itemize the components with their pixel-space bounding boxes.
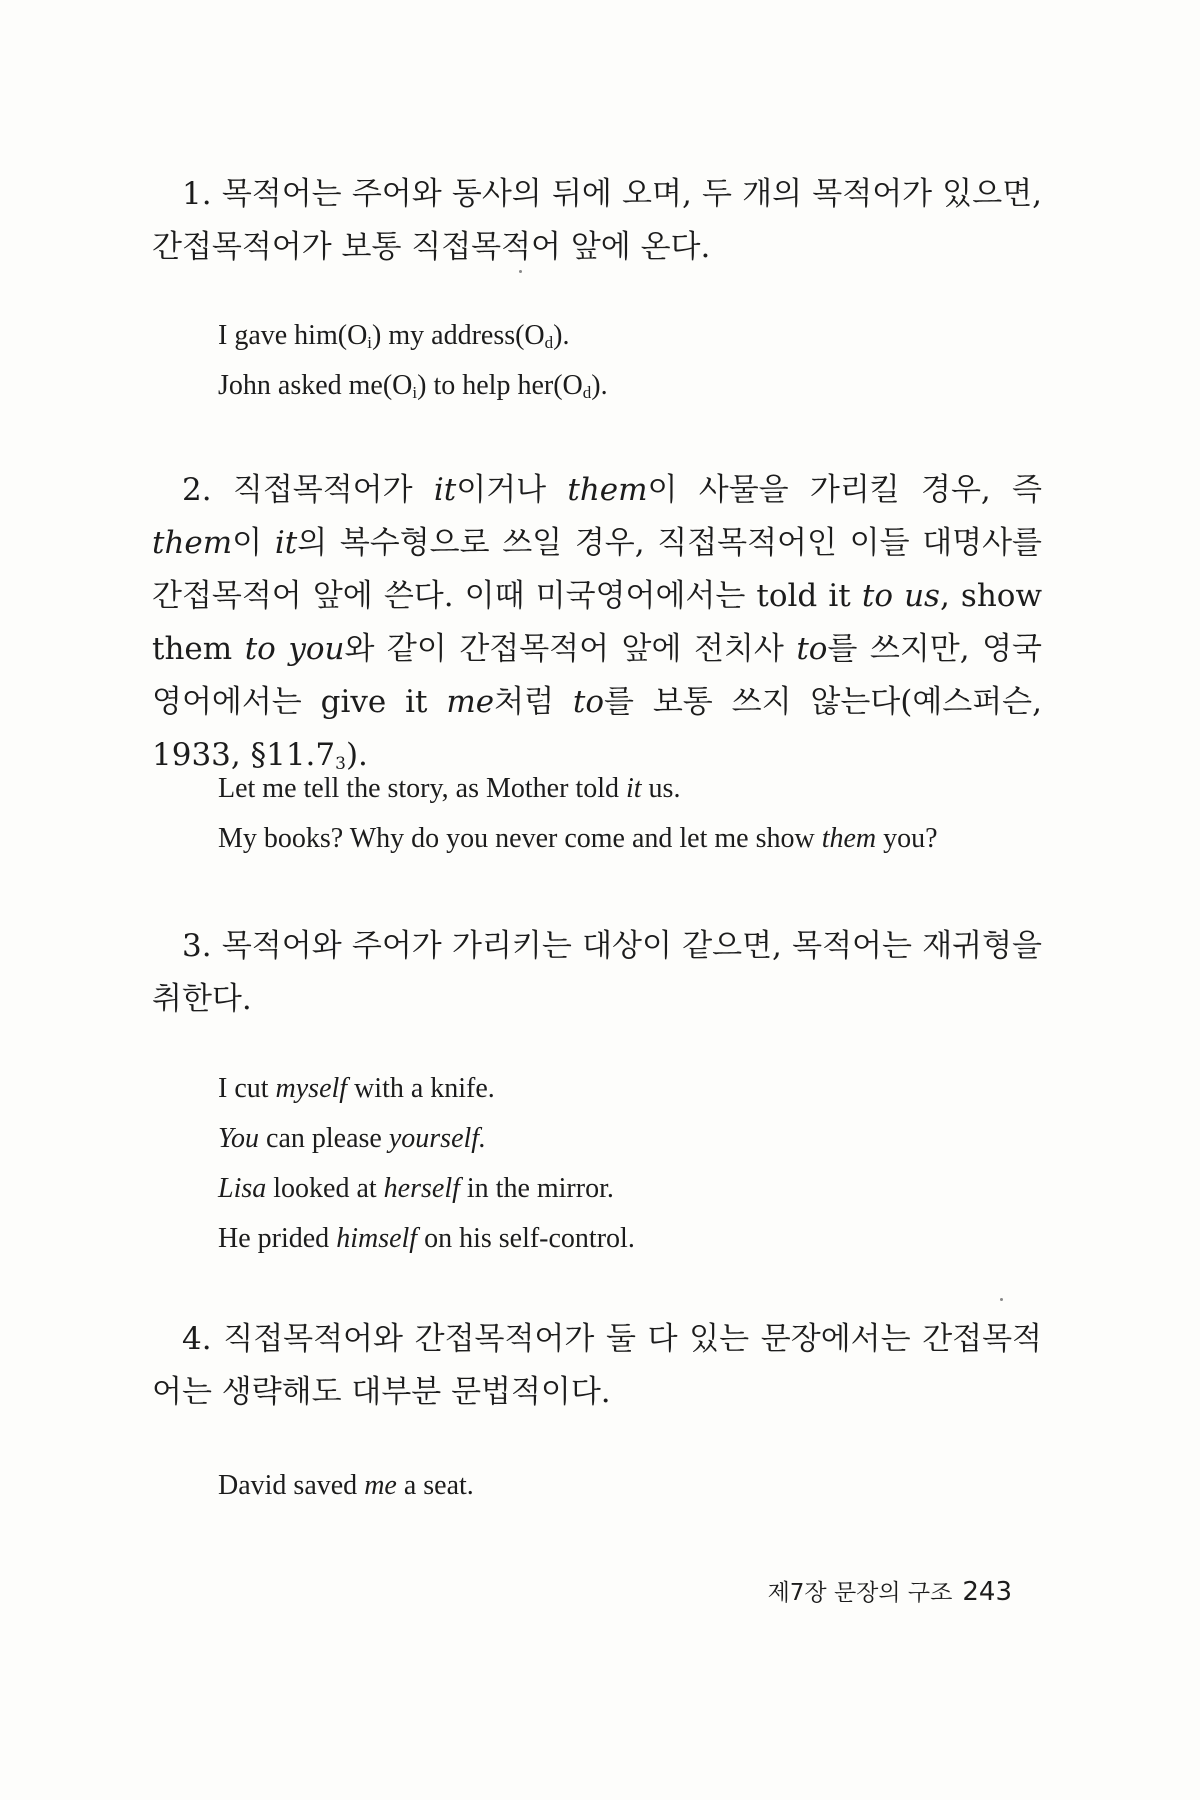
example-sentence: You can please yourself. [218,1123,487,1154]
rule-3-paragraph [152,920,1042,1026]
rule-2-paragraph: 2. 직접목적어가 it이거나 them이 사물을 가리킬 경우, 즉 them이 it의 복수형으로 쓰일 경우, 직접목적어인 이들 대명사를 간접목적어 앞에 쓴다. 이때 미국영어에서는 told it to us, show them to you와 같이 간접목적어 앞에 전치사 to를 쓰지만, 영국영어에서는 give it me처럼 to를 보통 쓰지 않는다(예스퍼슨, 1933, $\S 11.7_3$). [152,472,1043,774]
rule-4-text: 직접목적어와 간접목적어가 둘 다 있는 문장에서는 간접목적어는 생략해도 대부분 문법적이다. [152,1321,1042,1410]
example-sentence: David saved me a seat. [218,1470,474,1501]
example-sentence: He prided himself on his self-control. [218,1223,635,1254]
rule-3-text: 목적어와 주어가 가리키는 대상이 같으면, 목적어는 재귀형을 취한다. [152,928,1042,1017]
example-sentence: I gave $him(O_i)$ my $address(O_d)$. [218,320,570,352]
rule-1-paragraph [152,168,1042,274]
rule-1-text: 목적어는 주어와 동사의 뒤에 오며, 두 개의 목적어가 있으면, 간접목적어가 보통 직접목적어 앞에 온다. [152,176,1042,265]
example-sentence: Lisa looked at herself in the mirror. [218,1173,614,1204]
example-sentence: John asked $me(O_i)$ to help $her(O_d)$. [218,370,608,402]
rule-2-examples [218,764,938,864]
rule-4-examples [218,1461,474,1511]
rule-4-paragraph [152,1313,1042,1419]
example-sentence: Let me tell the story, as Mother told it us. [218,773,681,804]
rule-4-number: 4. [182,1321,212,1357]
print-speck [1000,1298,1003,1301]
rule-3-number: 3. [182,928,212,964]
rule-1-examples [218,311,608,411]
rule-2-number: 2. [182,472,212,508]
page-footer [768,1574,1012,1607]
rule-3-examples [218,1064,635,1264]
example-sentence: I cut myself with a knife. [218,1073,495,1104]
print-speck [519,270,522,273]
example-sentence: My books? Why do you never come and let me show them you? [218,823,938,854]
chapter-title: 제7장 문장의 구조 [767,1580,953,1606]
page-number: 243 [962,1577,1012,1607]
rule-1-number: 1. [182,176,212,212]
